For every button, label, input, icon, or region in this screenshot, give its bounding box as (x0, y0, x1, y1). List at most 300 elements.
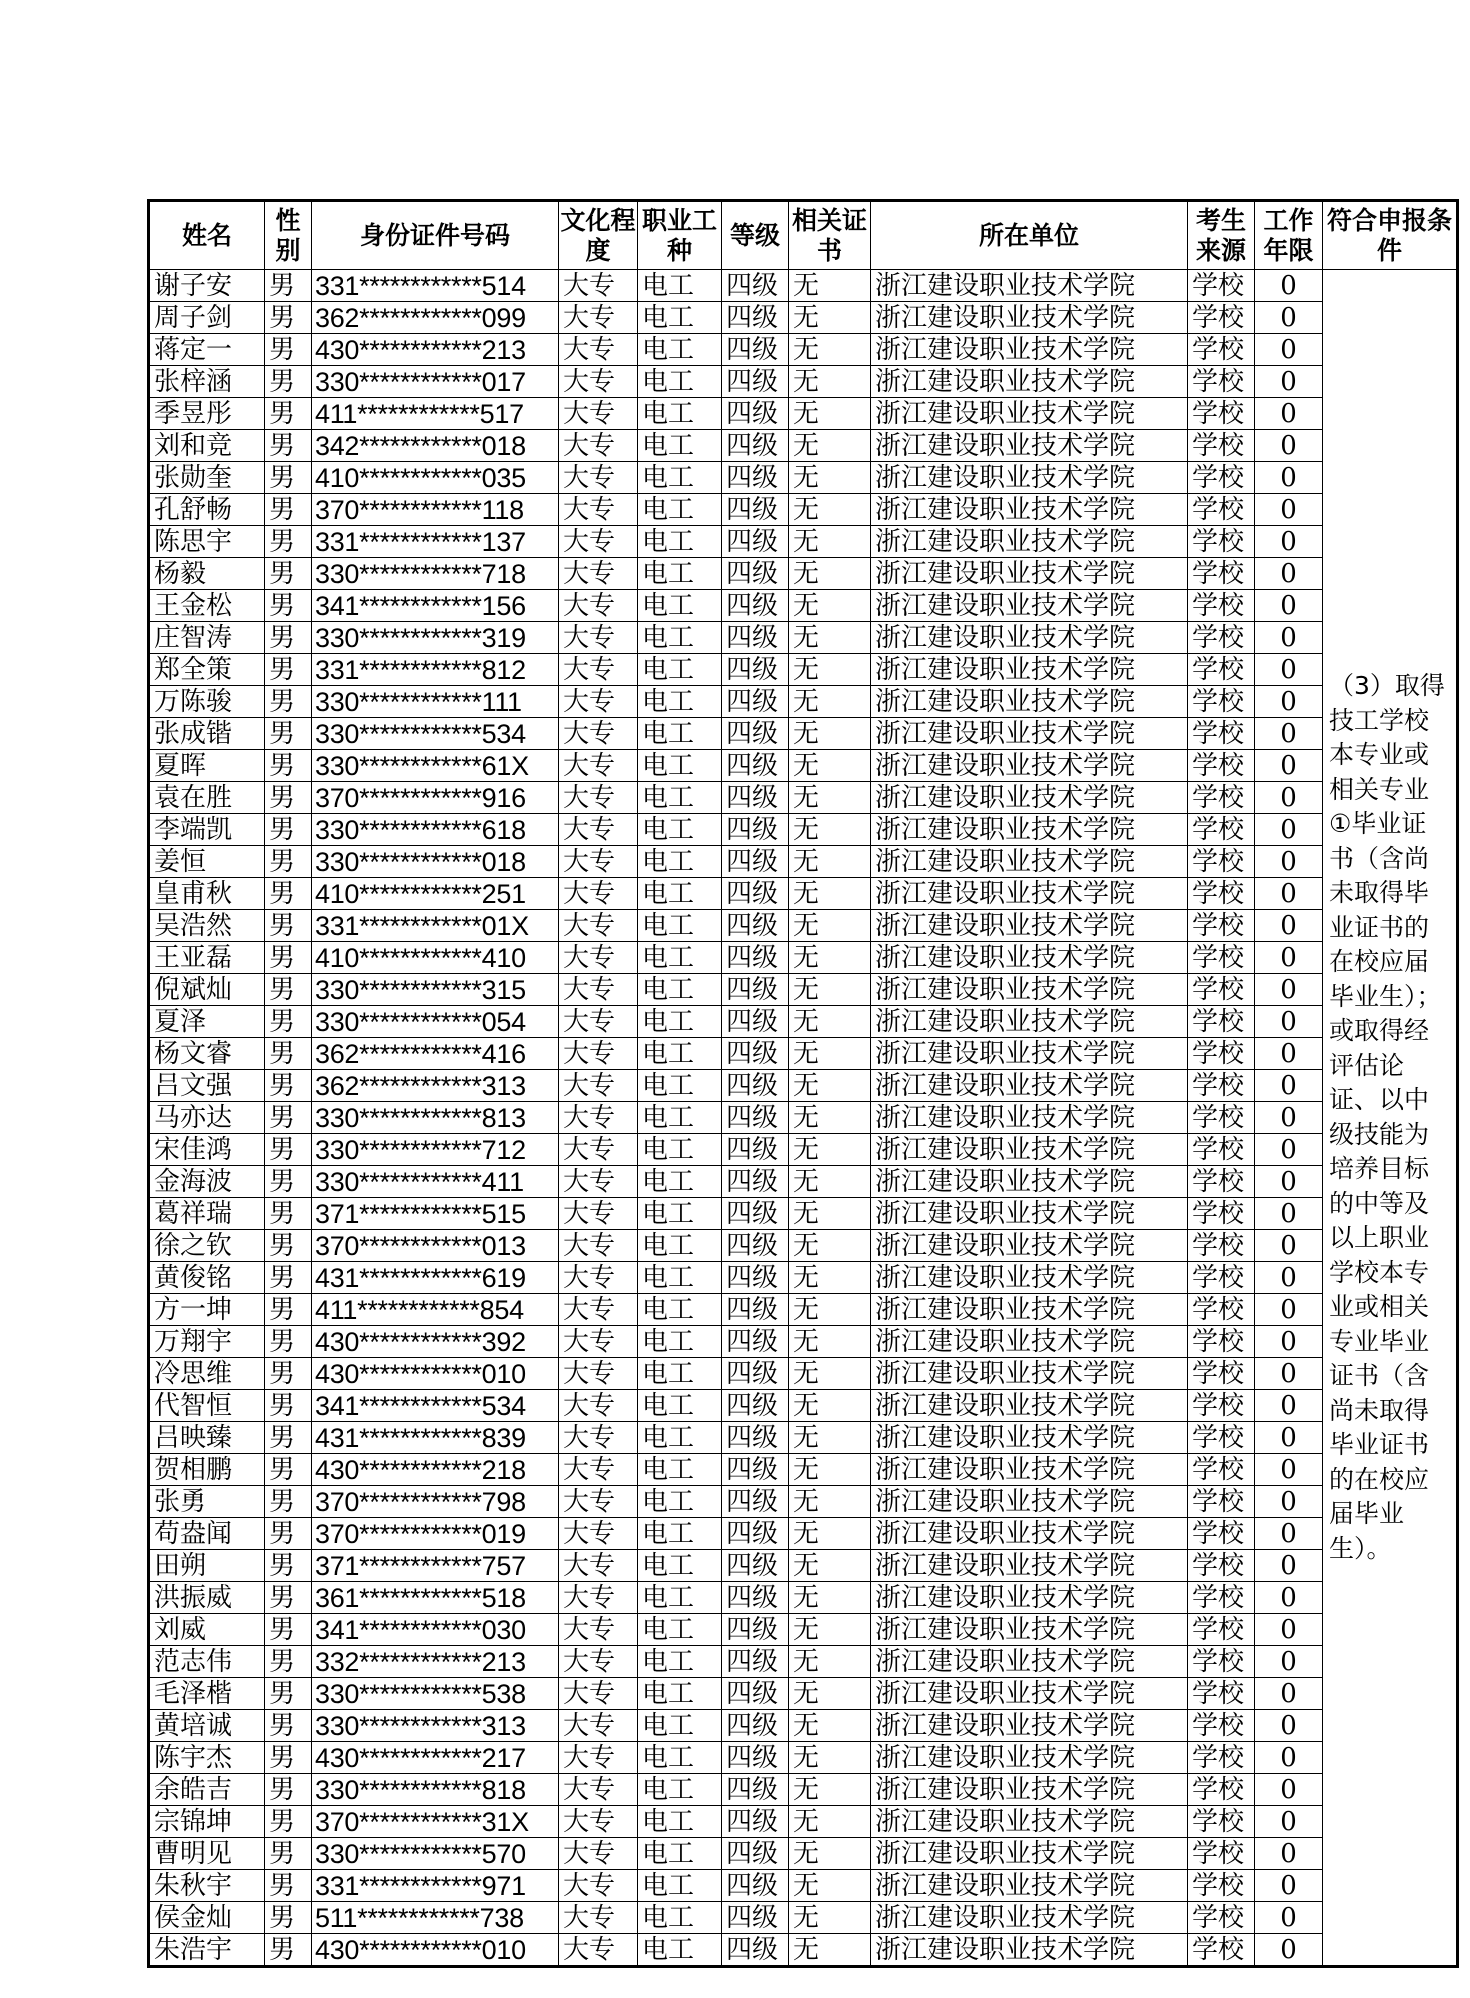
cell-certificate: 无 (789, 1742, 871, 1774)
cell-id-number: 411************517 (312, 398, 559, 430)
cell-gender: 男 (265, 1838, 312, 1870)
cell-id-number: 362************099 (312, 302, 559, 334)
cell-gender: 男 (265, 1518, 312, 1550)
table-row (149, 1102, 1458, 1134)
cell-work-unit: 浙江建设职业技术学院 (871, 750, 1188, 782)
cell-education: 大专 (559, 654, 638, 686)
cell-source: 学校 (1188, 1870, 1255, 1902)
cell-level: 四级 (722, 590, 789, 622)
cell-source: 学校 (1188, 366, 1255, 398)
cell-source: 学校 (1188, 814, 1255, 846)
cell-id-number: 362************416 (312, 1038, 559, 1070)
header-source: 考生来源 (1188, 201, 1255, 270)
cell-education: 大专 (559, 1614, 638, 1646)
cell-id-number: 371************515 (312, 1198, 559, 1230)
cell-id-number: 370************013 (312, 1230, 559, 1262)
cell-level: 四级 (722, 558, 789, 590)
cell-occupation: 电工 (638, 1294, 722, 1326)
cell-occupation: 电工 (638, 1678, 722, 1710)
table-row (149, 1422, 1458, 1454)
cell-education: 大专 (559, 1838, 638, 1870)
cell-work-unit: 浙江建设职业技术学院 (871, 1390, 1188, 1422)
cell-certificate: 无 (789, 1454, 871, 1486)
cell-gender: 男 (265, 878, 312, 910)
cell-certificate: 无 (789, 398, 871, 430)
cell-certificate: 无 (789, 1326, 871, 1358)
cell-name: 贺相鹏 (149, 1454, 265, 1486)
cell-gender: 男 (265, 558, 312, 590)
cell-work-years: 0 (1255, 1070, 1323, 1102)
cell-name: 冷思维 (149, 1358, 265, 1390)
cell-work-unit: 浙江建设职业技术学院 (871, 1294, 1188, 1326)
cell-gender: 男 (265, 1262, 312, 1294)
cell-level: 四级 (722, 1550, 789, 1582)
cell-work-unit: 浙江建设职业技术学院 (871, 1742, 1188, 1774)
cell-work-years: 0 (1255, 1454, 1323, 1486)
table-row (149, 1230, 1458, 1262)
cell-gender: 男 (265, 974, 312, 1006)
cell-education: 大专 (559, 878, 638, 910)
cell-source: 学校 (1188, 654, 1255, 686)
cell-source: 学校 (1188, 1006, 1255, 1038)
cell-education: 大专 (559, 334, 638, 366)
cell-name: 葛祥瑞 (149, 1198, 265, 1230)
cell-id-number: 330************054 (312, 1006, 559, 1038)
cell-certificate: 无 (789, 1518, 871, 1550)
cell-id-number: 410************410 (312, 942, 559, 974)
cell-level: 四级 (722, 686, 789, 718)
cell-id-number: 431************839 (312, 1422, 559, 1454)
table-row (149, 1902, 1458, 1934)
table-row (149, 750, 1458, 782)
cell-gender: 男 (265, 590, 312, 622)
cell-id-number: 330************017 (312, 366, 559, 398)
cell-name: 吴浩然 (149, 910, 265, 942)
cell-education: 大专 (559, 590, 638, 622)
cell-level: 四级 (722, 718, 789, 750)
cell-certificate: 无 (789, 1262, 871, 1294)
cell-gender: 男 (265, 1038, 312, 1070)
cell-work-years: 0 (1255, 366, 1323, 398)
cell-occupation: 电工 (638, 878, 722, 910)
cell-certificate: 无 (789, 1934, 871, 1967)
cell-work-years: 0 (1255, 398, 1323, 430)
cell-name: 刘威 (149, 1614, 265, 1646)
cell-work-unit: 浙江建设职业技术学院 (871, 686, 1188, 718)
cell-gender: 男 (265, 1742, 312, 1774)
cell-gender: 男 (265, 1326, 312, 1358)
cell-gender: 男 (265, 1550, 312, 1582)
cell-level: 四级 (722, 1198, 789, 1230)
table-row (149, 974, 1458, 1006)
cell-certificate: 无 (789, 1646, 871, 1678)
cell-source: 学校 (1188, 974, 1255, 1006)
cell-work-unit: 浙江建设职业技术学院 (871, 718, 1188, 750)
cell-id-number: 430************010 (312, 1358, 559, 1390)
cell-gender: 男 (265, 1710, 312, 1742)
cell-certificate: 无 (789, 590, 871, 622)
table-row (149, 1454, 1458, 1486)
table-row (149, 1806, 1458, 1838)
cell-work-years: 0 (1255, 1038, 1323, 1070)
cell-work-unit: 浙江建设职业技术学院 (871, 1646, 1188, 1678)
cell-certificate: 无 (789, 1038, 871, 1070)
cell-work-years: 0 (1255, 654, 1323, 686)
cell-name: 宗锦坤 (149, 1806, 265, 1838)
cell-occupation: 电工 (638, 1390, 722, 1422)
cell-education: 大专 (559, 1806, 638, 1838)
cell-education: 大专 (559, 398, 638, 430)
cell-occupation: 电工 (638, 1582, 722, 1614)
cell-occupation: 电工 (638, 1326, 722, 1358)
header-certificate: 相关证书 (789, 201, 871, 270)
cell-name: 陈思宇 (149, 526, 265, 558)
cell-occupation: 电工 (638, 1102, 722, 1134)
cell-condition: （3）取得技工学校本专业或相关专业①毕业证书（含尚未取得毕业证书的在校应届毕业生）；或取得经评估论证、以中级技能为培养目标的中等及以上职业学校本专业或相关专业毕业证书（含尚未取得毕业证书的在校应届毕业生）。 (1323, 270, 1458, 1967)
cell-level: 四级 (722, 1646, 789, 1678)
cell-level: 四级 (722, 270, 789, 302)
cell-source: 学校 (1188, 526, 1255, 558)
cell-work-years: 0 (1255, 1646, 1323, 1678)
cell-work-unit: 浙江建设职业技术学院 (871, 1166, 1188, 1198)
cell-work-years: 0 (1255, 1934, 1323, 1967)
header-occupation: 职业工种 (638, 201, 722, 270)
cell-gender: 男 (265, 942, 312, 974)
cell-occupation: 电工 (638, 910, 722, 942)
cell-level: 四级 (722, 430, 789, 462)
cell-work-unit: 浙江建设职业技术学院 (871, 1486, 1188, 1518)
cell-source: 学校 (1188, 1518, 1255, 1550)
cell-education: 大专 (559, 1358, 638, 1390)
cell-work-unit: 浙江建设职业技术学院 (871, 1134, 1188, 1166)
cell-gender: 男 (265, 334, 312, 366)
cell-occupation: 电工 (638, 974, 722, 1006)
cell-education: 大专 (559, 1486, 638, 1518)
cell-occupation: 电工 (638, 1838, 722, 1870)
cell-source: 学校 (1188, 558, 1255, 590)
cell-source: 学校 (1188, 1070, 1255, 1102)
cell-gender: 男 (265, 686, 312, 718)
cell-name: 宋佳鸿 (149, 1134, 265, 1166)
cell-gender: 男 (265, 494, 312, 526)
cell-work-years: 0 (1255, 814, 1323, 846)
cell-work-years: 0 (1255, 942, 1323, 974)
cell-level: 四级 (722, 1230, 789, 1262)
cell-occupation: 电工 (638, 590, 722, 622)
table-row (149, 814, 1458, 846)
cell-name: 庄智涛 (149, 622, 265, 654)
cell-name: 马亦达 (149, 1102, 265, 1134)
cell-work-unit: 浙江建设职业技术学院 (871, 1006, 1188, 1038)
cell-certificate: 无 (789, 1134, 871, 1166)
cell-source: 学校 (1188, 846, 1255, 878)
cell-level: 四级 (722, 1678, 789, 1710)
cell-id-number: 330************111 (312, 686, 559, 718)
cell-level: 四级 (722, 1838, 789, 1870)
cell-level: 四级 (722, 494, 789, 526)
cell-level: 四级 (722, 1102, 789, 1134)
cell-work-unit: 浙江建设职业技术学院 (871, 1326, 1188, 1358)
cell-occupation: 电工 (638, 750, 722, 782)
cell-occupation: 电工 (638, 1646, 722, 1678)
cell-education: 大专 (559, 1902, 638, 1934)
cell-source: 学校 (1188, 878, 1255, 910)
cell-gender: 男 (265, 1774, 312, 1806)
cell-level: 四级 (722, 398, 789, 430)
cell-id-number: 330************315 (312, 974, 559, 1006)
table-row (149, 1742, 1458, 1774)
cell-work-years: 0 (1255, 1710, 1323, 1742)
cell-gender: 男 (265, 718, 312, 750)
cell-gender: 男 (265, 1582, 312, 1614)
table-row (149, 1070, 1458, 1102)
cell-name: 杨毅 (149, 558, 265, 590)
table-row (149, 270, 1458, 302)
cell-source: 学校 (1188, 622, 1255, 654)
cell-certificate: 无 (789, 910, 871, 942)
cell-certificate: 无 (789, 1678, 871, 1710)
table-row (149, 1134, 1458, 1166)
cell-level: 四级 (722, 1774, 789, 1806)
cell-work-years: 0 (1255, 1134, 1323, 1166)
header-name: 姓名 (149, 201, 265, 270)
table-row (149, 718, 1458, 750)
cell-work-unit: 浙江建设职业技术学院 (871, 1902, 1188, 1934)
cell-occupation: 电工 (638, 1358, 722, 1390)
table-row (149, 494, 1458, 526)
cell-level: 四级 (722, 1262, 789, 1294)
cell-work-unit: 浙江建设职业技术学院 (871, 1870, 1188, 1902)
cell-certificate: 无 (789, 1870, 871, 1902)
cell-certificate: 无 (789, 846, 871, 878)
cell-level: 四级 (722, 1934, 789, 1967)
cell-source: 学校 (1188, 398, 1255, 430)
cell-name: 黄培诚 (149, 1710, 265, 1742)
cell-education: 大专 (559, 1070, 638, 1102)
cell-certificate: 无 (789, 1486, 871, 1518)
table-row (149, 1294, 1458, 1326)
table-row (149, 334, 1458, 366)
cell-occupation: 电工 (638, 1262, 722, 1294)
cell-work-years: 0 (1255, 1262, 1323, 1294)
cell-work-unit: 浙江建设职业技术学院 (871, 878, 1188, 910)
cell-id-number: 370************019 (312, 1518, 559, 1550)
applicant-table (147, 199, 1459, 1968)
cell-work-unit: 浙江建设职业技术学院 (871, 462, 1188, 494)
cell-id-number: 430************010 (312, 1934, 559, 1967)
header-work-unit: 所在单位 (871, 201, 1188, 270)
cell-occupation: 电工 (638, 494, 722, 526)
cell-name: 蒋定一 (149, 334, 265, 366)
cell-id-number: 331************812 (312, 654, 559, 686)
cell-level: 四级 (722, 910, 789, 942)
cell-certificate: 无 (789, 270, 871, 302)
cell-occupation: 电工 (638, 1550, 722, 1582)
cell-gender: 男 (265, 1390, 312, 1422)
table-row (149, 1262, 1458, 1294)
cell-level: 四级 (722, 1294, 789, 1326)
cell-work-unit: 浙江建设职业技术学院 (871, 1102, 1188, 1134)
cell-work-years: 0 (1255, 1870, 1323, 1902)
cell-name: 皇甫秋 (149, 878, 265, 910)
cell-id-number: 430************217 (312, 1742, 559, 1774)
cell-work-years: 0 (1255, 1230, 1323, 1262)
cell-name: 张勇 (149, 1486, 265, 1518)
cell-source: 学校 (1188, 750, 1255, 782)
cell-work-unit: 浙江建设职业技术学院 (871, 1710, 1188, 1742)
cell-occupation: 电工 (638, 1422, 722, 1454)
cell-gender: 男 (265, 398, 312, 430)
cell-source: 学校 (1188, 1102, 1255, 1134)
cell-work-unit: 浙江建设职业技术学院 (871, 1678, 1188, 1710)
cell-id-number: 331************971 (312, 1870, 559, 1902)
cell-source: 学校 (1188, 1038, 1255, 1070)
cell-occupation: 电工 (638, 526, 722, 558)
cell-gender: 男 (265, 1454, 312, 1486)
cell-id-number: 430************392 (312, 1326, 559, 1358)
cell-gender: 男 (265, 1422, 312, 1454)
cell-education: 大专 (559, 494, 638, 526)
cell-gender: 男 (265, 1614, 312, 1646)
table-row (149, 1838, 1458, 1870)
cell-gender: 男 (265, 910, 312, 942)
cell-name: 张成锴 (149, 718, 265, 750)
cell-work-unit: 浙江建设职业技术学院 (871, 1614, 1188, 1646)
cell-id-number: 331************137 (312, 526, 559, 558)
cell-work-unit: 浙江建设职业技术学院 (871, 302, 1188, 334)
cell-occupation: 电工 (638, 718, 722, 750)
cell-source: 学校 (1188, 1646, 1255, 1678)
cell-education: 大专 (559, 1230, 638, 1262)
cell-certificate: 无 (789, 558, 871, 590)
cell-name: 范志伟 (149, 1646, 265, 1678)
cell-work-years: 0 (1255, 1550, 1323, 1582)
cell-certificate: 无 (789, 1230, 871, 1262)
cell-source: 学校 (1188, 1358, 1255, 1390)
cell-education: 大专 (559, 1006, 638, 1038)
cell-work-years: 0 (1255, 1166, 1323, 1198)
cell-level: 四级 (722, 1582, 789, 1614)
cell-work-years: 0 (1255, 1486, 1323, 1518)
cell-work-years: 0 (1255, 1614, 1323, 1646)
cell-level: 四级 (722, 1326, 789, 1358)
cell-source: 学校 (1188, 590, 1255, 622)
cell-work-unit: 浙江建设职业技术学院 (871, 654, 1188, 686)
cell-name: 万陈骏 (149, 686, 265, 718)
cell-level: 四级 (722, 1422, 789, 1454)
cell-source: 学校 (1188, 1390, 1255, 1422)
table-row (149, 1678, 1458, 1710)
cell-certificate: 无 (789, 1582, 871, 1614)
cell-id-number: 330************411 (312, 1166, 559, 1198)
cell-source: 学校 (1188, 1582, 1255, 1614)
cell-name: 倪斌灿 (149, 974, 265, 1006)
cell-occupation: 电工 (638, 782, 722, 814)
cell-work-unit: 浙江建设职业技术学院 (871, 1806, 1188, 1838)
cell-occupation: 电工 (638, 366, 722, 398)
cell-name: 张梓涵 (149, 366, 265, 398)
table-row (149, 1198, 1458, 1230)
cell-gender: 男 (265, 1230, 312, 1262)
cell-work-years: 0 (1255, 1390, 1323, 1422)
table-row (149, 1710, 1458, 1742)
cell-education: 大专 (559, 1326, 638, 1358)
cell-level: 四级 (722, 1358, 789, 1390)
cell-gender: 男 (265, 1934, 312, 1967)
cell-id-number: 330************018 (312, 846, 559, 878)
cell-level: 四级 (722, 654, 789, 686)
cell-work-unit: 浙江建设职业技术学院 (871, 526, 1188, 558)
cell-certificate: 无 (789, 974, 871, 1006)
cell-work-unit: 浙江建设职业技术学院 (871, 1550, 1188, 1582)
cell-certificate: 无 (789, 366, 871, 398)
cell-level: 四级 (722, 782, 789, 814)
cell-education: 大专 (559, 430, 638, 462)
cell-level: 四级 (722, 750, 789, 782)
cell-id-number: 410************035 (312, 462, 559, 494)
table-row (149, 526, 1458, 558)
cell-certificate: 无 (789, 1806, 871, 1838)
cell-education: 大专 (559, 814, 638, 846)
cell-occupation: 电工 (638, 462, 722, 494)
cell-name: 毛泽楷 (149, 1678, 265, 1710)
cell-gender: 男 (265, 1006, 312, 1038)
table-row (149, 558, 1458, 590)
cell-id-number: 410************251 (312, 878, 559, 910)
cell-work-unit: 浙江建设职业技术学院 (871, 398, 1188, 430)
cell-occupation: 电工 (638, 1134, 722, 1166)
header-id-number: 身份证件号码 (312, 201, 559, 270)
cell-work-years: 0 (1255, 1838, 1323, 1870)
table-row (149, 430, 1458, 462)
cell-work-years: 0 (1255, 718, 1323, 750)
cell-level: 四级 (722, 942, 789, 974)
cell-work-years: 0 (1255, 494, 1323, 526)
cell-education: 大专 (559, 1710, 638, 1742)
cell-name: 王亚磊 (149, 942, 265, 974)
cell-gender: 男 (265, 1902, 312, 1934)
header-condition: 符合申报条件 (1323, 201, 1458, 270)
cell-source: 学校 (1188, 1198, 1255, 1230)
cell-name: 朱秋宇 (149, 1870, 265, 1902)
cell-name: 洪振威 (149, 1582, 265, 1614)
cell-level: 四级 (722, 1454, 789, 1486)
cell-work-unit: 浙江建设职业技术学院 (871, 1454, 1188, 1486)
cell-name: 周子剑 (149, 302, 265, 334)
cell-occupation: 电工 (638, 1198, 722, 1230)
cell-certificate: 无 (789, 1070, 871, 1102)
table-row (149, 1934, 1458, 1967)
cell-source: 学校 (1188, 1550, 1255, 1582)
cell-certificate: 无 (789, 1838, 871, 1870)
cell-work-years: 0 (1255, 1582, 1323, 1614)
cell-gender: 男 (265, 1070, 312, 1102)
cell-certificate: 无 (789, 1390, 871, 1422)
cell-education: 大专 (559, 1678, 638, 1710)
cell-work-years: 0 (1255, 878, 1323, 910)
cell-gender: 男 (265, 750, 312, 782)
cell-level: 四级 (722, 878, 789, 910)
cell-education: 大专 (559, 302, 638, 334)
header-level: 等级 (722, 201, 789, 270)
cell-level: 四级 (722, 1518, 789, 1550)
header-gender: 性别 (265, 201, 312, 270)
cell-work-years: 0 (1255, 1806, 1323, 1838)
cell-education: 大专 (559, 846, 638, 878)
cell-work-unit: 浙江建设职业技术学院 (871, 1230, 1188, 1262)
cell-work-unit: 浙江建设职业技术学院 (871, 334, 1188, 366)
cell-level: 四级 (722, 1902, 789, 1934)
